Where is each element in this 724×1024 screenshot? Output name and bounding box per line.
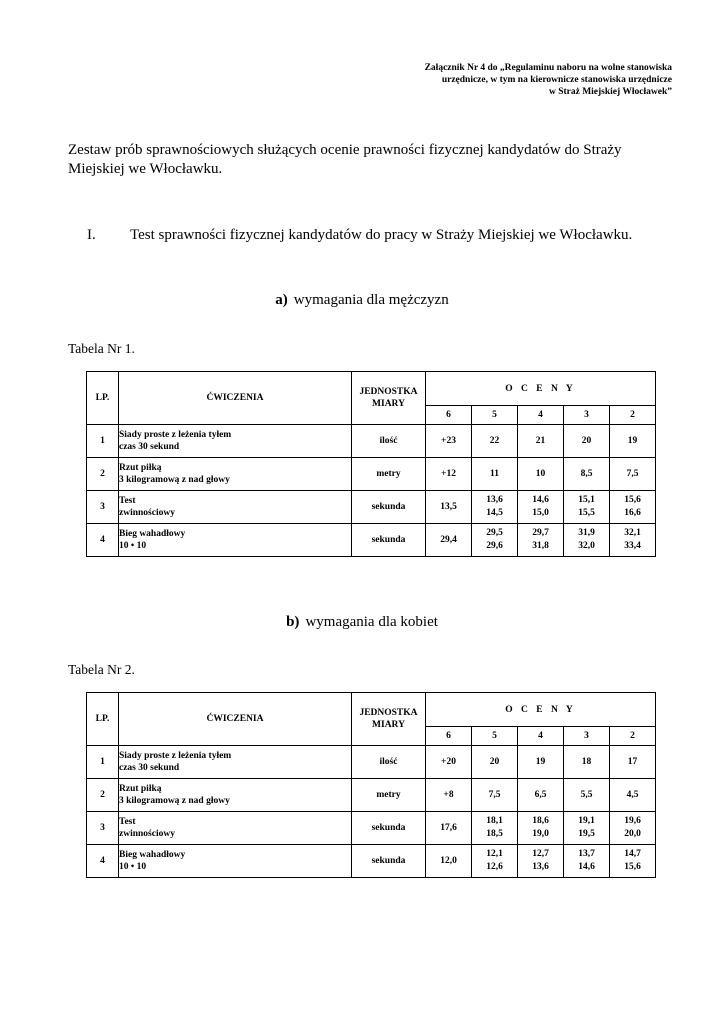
grade-value: 7,5 bbox=[626, 468, 639, 479]
grade-value-cell bbox=[426, 779, 472, 812]
grade-value: 13,7 bbox=[578, 849, 595, 859]
attachment-note-line: Załącznik Nr 4 do „Regulaminu naboru na wolne stanowiska bbox=[424, 63, 672, 73]
exercise-line: Test bbox=[119, 496, 136, 506]
grade-value-cell bbox=[564, 812, 610, 845]
grade-value: 18,5 bbox=[486, 829, 503, 839]
grade-value: 29,6 bbox=[486, 541, 503, 551]
grade-value: 17,6 bbox=[440, 822, 457, 833]
exercise-line: 3 kilogramową z nad głowy bbox=[119, 796, 230, 806]
exercise-line: Bieg wahadłowy bbox=[119, 850, 186, 860]
grade-value: 13,6 bbox=[486, 495, 503, 505]
grade-value: 21 bbox=[535, 435, 546, 446]
grade-value: 12,0 bbox=[440, 855, 457, 866]
grade-value: 31,9 bbox=[578, 528, 595, 538]
section-title: Test sprawności fizycznej kandydatów do pracy w Straży Miejskiej we Włocławku. bbox=[130, 227, 633, 243]
grade-value: 19,0 bbox=[532, 829, 549, 839]
requirements-table-men bbox=[86, 371, 656, 557]
grade-value-cell bbox=[610, 524, 656, 557]
grade-header: 3 bbox=[564, 406, 610, 425]
unit-cell: ilość bbox=[352, 425, 426, 458]
header-unit-line: JEDNOSTKA bbox=[359, 708, 418, 718]
subheading-letter: b) bbox=[286, 614, 300, 630]
grade-value: 19 bbox=[535, 756, 546, 767]
grade-value: 15,0 bbox=[532, 508, 549, 518]
grade-value: 22 bbox=[489, 435, 500, 446]
grade-value-cell bbox=[518, 746, 564, 779]
exercise-line: Rzut piłką bbox=[119, 463, 162, 473]
table-row bbox=[87, 425, 656, 458]
grade-value-cell bbox=[564, 845, 610, 878]
grade-value-cell bbox=[472, 746, 518, 779]
exercise-cell bbox=[119, 425, 352, 458]
grade-value-cell bbox=[518, 845, 564, 878]
row-number: 4 bbox=[87, 524, 119, 557]
grade-value: 15,6 bbox=[624, 495, 641, 505]
grade-value-cell bbox=[564, 746, 610, 779]
header-unit-line: JEDNOSTKA bbox=[359, 387, 418, 397]
grade-value-cell bbox=[426, 746, 472, 779]
grade-value-cell bbox=[426, 458, 472, 491]
grade-value-cell bbox=[472, 524, 518, 557]
exercise-cell bbox=[119, 491, 352, 524]
header-row bbox=[87, 693, 656, 727]
row-number: 2 bbox=[87, 779, 119, 812]
grade-value: 14,6 bbox=[532, 495, 549, 505]
grade-value: 19,6 bbox=[624, 816, 641, 826]
table-row bbox=[87, 746, 656, 779]
grade-value: 29,7 bbox=[532, 528, 549, 538]
grade-value: 5,5 bbox=[580, 789, 593, 800]
header-grades: O C E N Y bbox=[426, 693, 656, 727]
grade-header: 5 bbox=[472, 406, 518, 425]
grade-value-cell bbox=[610, 779, 656, 812]
table-row bbox=[87, 491, 656, 524]
unit-cell: ilość bbox=[352, 746, 426, 779]
grade-value-cell bbox=[518, 458, 564, 491]
grade-value: 4,5 bbox=[626, 789, 639, 800]
grade-value: 12,1 bbox=[486, 849, 503, 859]
exercise-line: Bieg wahadłowy bbox=[119, 529, 186, 539]
section-heading bbox=[87, 227, 632, 244]
row-number: 1 bbox=[87, 425, 119, 458]
exercise-cell bbox=[119, 779, 352, 812]
grade-value: 13,6 bbox=[532, 862, 549, 872]
grade-value-cell bbox=[426, 845, 472, 878]
grade-value: 13,5 bbox=[440, 501, 457, 512]
grade-value: 20,0 bbox=[624, 829, 641, 839]
grade-value: 19 bbox=[627, 435, 638, 446]
grade-value: 20 bbox=[581, 435, 592, 446]
header-exercises: ĆWICZENIA bbox=[119, 693, 352, 746]
grade-value-cell bbox=[426, 524, 472, 557]
grade-value: 19,1 bbox=[578, 816, 595, 826]
attachment-note-line: urzędnicze, w tym na kierownicze stanowiska urzędnicze bbox=[441, 75, 672, 85]
header-lp: LP. bbox=[87, 372, 119, 425]
attachment-note bbox=[352, 62, 672, 98]
unit-cell: sekunda bbox=[352, 845, 426, 878]
grade-value-cell bbox=[564, 491, 610, 524]
row-number: 3 bbox=[87, 491, 119, 524]
grade-value: 10 bbox=[535, 468, 546, 479]
table-caption: Tabela Nr 2. bbox=[68, 662, 135, 677]
grade-value: 33,4 bbox=[624, 541, 641, 551]
grade-header: 5 bbox=[472, 727, 518, 746]
grade-header: 6 bbox=[426, 727, 472, 746]
grade-value: +20 bbox=[441, 756, 456, 767]
grade-value-cell bbox=[610, 425, 656, 458]
grade-value: +23 bbox=[441, 435, 456, 446]
row-number: 2 bbox=[87, 458, 119, 491]
grade-header: 4 bbox=[518, 406, 564, 425]
grade-header: 6 bbox=[426, 406, 472, 425]
grade-value-cell bbox=[472, 812, 518, 845]
exercise-cell bbox=[119, 524, 352, 557]
header-unit-line: MIARY bbox=[372, 399, 405, 409]
grade-value: 12,6 bbox=[486, 862, 503, 872]
grade-value: 29,5 bbox=[486, 528, 503, 538]
row-number: 3 bbox=[87, 812, 119, 845]
table-row bbox=[87, 458, 656, 491]
unit-cell: metry bbox=[352, 779, 426, 812]
exercise-line: Siady proste z leżenia tyłem bbox=[119, 430, 232, 440]
grade-value: 15,1 bbox=[578, 495, 595, 505]
grade-value: 17 bbox=[627, 756, 638, 767]
grade-value: 32,0 bbox=[578, 541, 595, 551]
header-grades: O C E N Y bbox=[426, 372, 656, 406]
subheading-men bbox=[0, 292, 724, 309]
grade-value: 15,6 bbox=[624, 862, 641, 872]
grade-value-cell bbox=[610, 812, 656, 845]
grade-value: 14,7 bbox=[624, 849, 641, 859]
grade-value: 20 bbox=[489, 756, 500, 767]
exercise-line: Siady proste z leżenia tyłem bbox=[119, 751, 232, 761]
exercise-cell bbox=[119, 746, 352, 779]
table-row bbox=[87, 812, 656, 845]
unit-cell: metry bbox=[352, 458, 426, 491]
header-unit bbox=[352, 693, 426, 746]
header-unit bbox=[352, 372, 426, 425]
exercise-line: zwinnościowy bbox=[119, 508, 175, 518]
grade-value-cell bbox=[472, 845, 518, 878]
intro-paragraph: Zestaw prób sprawnościowych służących ocenie prawności fizycznej kandydatów do Straży Miejskiej we Włocławku. bbox=[68, 142, 622, 177]
grade-value-cell bbox=[610, 458, 656, 491]
subheading-text: wymagania dla mężczyzn bbox=[293, 292, 449, 308]
grade-value-cell bbox=[564, 779, 610, 812]
grade-header: 3 bbox=[564, 727, 610, 746]
grade-value-cell bbox=[518, 425, 564, 458]
grade-value-cell bbox=[426, 491, 472, 524]
exercise-line: zwinnościowy bbox=[119, 829, 175, 839]
unit-cell: sekunda bbox=[352, 812, 426, 845]
grade-value: 14,5 bbox=[486, 508, 503, 518]
grade-value: 11 bbox=[490, 468, 499, 479]
exercise-line: 10 • 10 bbox=[119, 541, 147, 551]
grade-header: 4 bbox=[518, 727, 564, 746]
grade-value: +8 bbox=[443, 789, 454, 800]
unit-cell: sekunda bbox=[352, 524, 426, 557]
grade-value: 8,5 bbox=[580, 468, 593, 479]
subheading-letter: a) bbox=[275, 292, 288, 308]
exercise-line: 10 • 10 bbox=[119, 862, 147, 872]
exercise-line: Test bbox=[119, 817, 136, 827]
attachment-note-line: w Straż Miejskiej Włocławek” bbox=[548, 87, 672, 97]
header-unit-line: MIARY bbox=[372, 720, 405, 730]
subheading-text: wymagania dla kobiet bbox=[305, 614, 438, 630]
grade-value: 18 bbox=[581, 756, 592, 767]
grade-value: 7,5 bbox=[488, 789, 501, 800]
grade-value-cell bbox=[472, 779, 518, 812]
subheading-women bbox=[0, 614, 724, 631]
grade-value-cell bbox=[564, 458, 610, 491]
header-row bbox=[87, 372, 656, 406]
table-row bbox=[87, 845, 656, 878]
grade-value: 14,6 bbox=[578, 862, 595, 872]
grade-value: 15,5 bbox=[578, 508, 595, 518]
grade-value-cell bbox=[426, 425, 472, 458]
grade-value: 18,6 bbox=[532, 816, 549, 826]
unit-cell: sekunda bbox=[352, 491, 426, 524]
exercise-line: Rzut piłką bbox=[119, 784, 162, 794]
grade-value: 6,5 bbox=[534, 789, 547, 800]
grade-value-cell bbox=[610, 491, 656, 524]
grade-header: 2 bbox=[610, 727, 656, 746]
grade-header: 2 bbox=[610, 406, 656, 425]
row-number: 1 bbox=[87, 746, 119, 779]
row-number: 4 bbox=[87, 845, 119, 878]
grade-value: 29,4 bbox=[440, 534, 457, 545]
grade-value: 16,6 bbox=[624, 508, 641, 518]
exercise-cell bbox=[119, 458, 352, 491]
grade-value: 18,1 bbox=[486, 816, 503, 826]
section-number: I. bbox=[87, 227, 96, 243]
grade-value-cell bbox=[518, 491, 564, 524]
grade-value-cell bbox=[518, 779, 564, 812]
grade-value-cell bbox=[518, 524, 564, 557]
requirements-table-women bbox=[86, 692, 656, 878]
header-exercises: ĆWICZENIA bbox=[119, 372, 352, 425]
table-row bbox=[87, 524, 656, 557]
header-lp: LP. bbox=[87, 693, 119, 746]
grade-value-cell bbox=[472, 458, 518, 491]
table-row bbox=[87, 779, 656, 812]
exercise-line: czas 30 sekund bbox=[119, 763, 180, 773]
grade-value: 31,8 bbox=[532, 541, 549, 551]
grade-value-cell bbox=[564, 425, 610, 458]
grade-value: 19,5 bbox=[578, 829, 595, 839]
grade-value: 12,7 bbox=[532, 849, 549, 859]
grade-value-cell bbox=[472, 491, 518, 524]
grade-value-cell bbox=[472, 425, 518, 458]
exercise-cell bbox=[119, 812, 352, 845]
exercise-cell bbox=[119, 845, 352, 878]
table-caption: Tabela Nr 1. bbox=[68, 341, 135, 356]
exercise-line: 3 kilogramową z nad głowy bbox=[119, 475, 230, 485]
grade-value-cell bbox=[426, 812, 472, 845]
grade-value-cell bbox=[610, 746, 656, 779]
grade-value-cell bbox=[610, 845, 656, 878]
grade-value: 32,1 bbox=[624, 528, 641, 538]
exercise-line: czas 30 sekund bbox=[119, 442, 180, 452]
grade-value-cell bbox=[518, 812, 564, 845]
grade-value: +12 bbox=[441, 468, 456, 479]
grade-value-cell bbox=[564, 524, 610, 557]
